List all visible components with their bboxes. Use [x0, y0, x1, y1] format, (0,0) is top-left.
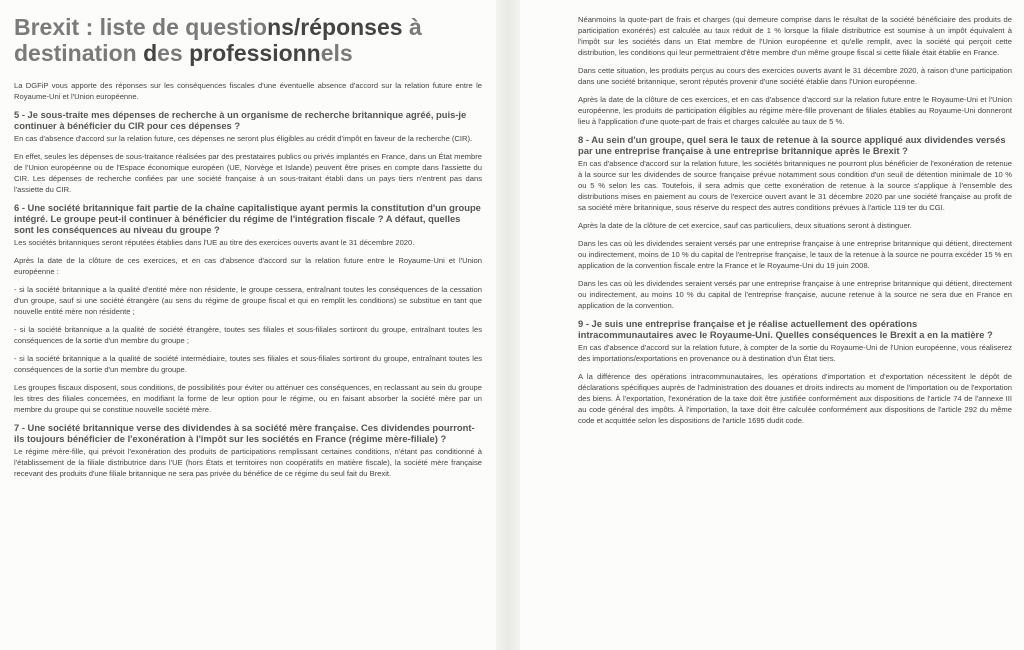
page-gutter	[496, 0, 520, 650]
question-heading: 8 - Au sein d'un groupe, quel sera le taux de retenue à la source appliqué aux dividendes versés par une entreprise française à une entreprise britannique après le Brexit ?	[578, 134, 1006, 156]
paragraph: En effet, seules les dépenses de sous-traitance réalisées par des prestataires publics ou privés implantés en France, dans un État membre de l'Union européenne ou de l'Espace économique européen (UE, Norvège et Islande) peuvent être prises en compte dans l'assiette du CIR. Les dépenses de recherche confiées par une société française à un sous-traitant établi dans un pays tiers n'entrent pas dans l'assiette du CIR.	[14, 152, 482, 194]
left-page-content	[14, 80, 482, 479]
paragraph: En cas d'absence d'accord sur la relation future, à compter de la sortie du Royaume-Uni de l'Union européenne, vous réaliserez des importations/exportations en provenance ou à destination d'un État tiers.	[578, 343, 1012, 363]
title-segment: destination	[14, 40, 144, 66]
title-segment: ns/réponses	[267, 14, 403, 40]
paragraph: Dans les cas où les dividendes seraient versés par une entreprise française à une entreprise britannique qui détient, directement ou indirectement, moins de 10 % du capital de l'entreprise française, le taux de la retenue à la source ne pourra excéder 15 % en application de la convention fiscale entre la France et le Royaume-Uni du 19 juin 2008.	[578, 239, 1012, 270]
paragraph: Dans les cas où les dividendes seraient versés par une entreprise française à une entreprise britannique qui détient, directement ou indirectement, au moins 10 % du capital de l'entreprise française, aucune retenue à la source ne sera due en France en application de la convention.	[578, 279, 1012, 310]
document-title	[14, 14, 482, 66]
question-heading: 6 - Une société britannique fait partie de la chaîne capitalistique ayant permis la constitution d'un groupe intégré. Le groupe peut-il continuer à bénéficier du régime de l'intégration fiscale ? A défaut, quelles sont les conséquences au niveau du groupe ?	[14, 202, 481, 235]
left-page	[0, 0, 496, 650]
paragraph: En cas d'absence d'accord sur la relation future, les sociétés britanniques ne pourront plus bénéficier de l'exonération de retenue à la source sur les dividendes de source française prévue notamment sous condition d'un seuil de détention minimale de 10 % ou 5 % selon les cas. Toutefois, il sera admis que cette exonération de retenue à la source s'applique à l'ensemble des distributions mises en paiement au cours de l'exercice ouvert avant le 31 décembre 2020 par une société française au profit de sa société mère britannique, sous réserve du respect des autres conditions prévues à l'article 119 ter du CGI.	[578, 159, 1012, 212]
title-segment: els	[320, 40, 353, 66]
title-segment: d	[143, 40, 158, 66]
question-heading: 9 - Je suis une entreprise française et je réalise actuellement des opérations intracommunautaires avec le Royaume-Uni. Quelles conséquences le Brexit a en la matière ?	[578, 318, 993, 340]
title-segment: à	[402, 14, 422, 40]
paragraph: La DGFiP vous apporte des réponses sur les conséquences fiscales d'une éventuelle absence d'accord sur la relation future entre le Royaume-Uni et l'Union européenne.	[14, 81, 482, 101]
paragraph: En cas d'absence d'accord sur la relation future, ces dépenses ne seront plus éligibles au crédit d'impôt en faveur de la recherche (CIR).	[14, 134, 473, 143]
right-page	[520, 0, 1024, 650]
paragraph: - si la société britannique a la qualité de société intermédiaire, toutes ses filiales et sous-filiales sortiront du groupe, entraînant toutes les conséquences de la sortie d'un membre du groupe.	[14, 354, 482, 374]
paragraph: Après la date de la clôture de cet exercice, sauf cas particuliers, deux situations seront à distinguer.	[578, 221, 912, 230]
paragraph: Après la date de la clôture de ces exercices, et en cas d'absence d'accord sur la relation future entre le Royaume-Uni et l'Union européenne :	[14, 256, 482, 276]
question-heading: 5 - Je sous-traite mes dépenses de recherche à un organisme de recherche britannique agréé, puis-je continuer à bénéficier du CIR pour ces dépenses ?	[14, 109, 467, 131]
paragraph: Après la date de la clôture de ces exercices, et en cas d'absence d'accord sur la relation future entre le Royaume-Uni et l'Union européenne, les produits de participation éligibles au régime mère-fille provenant de filiales établies au Royaume-Uni donneront lieu à l'application d'une quote-part de frais et charges calculée au taux de 5 %.	[578, 95, 1012, 126]
paragraph: Les groupes fiscaux disposent, sous conditions, de possibilités pour éviter ou atténuer ces conséquences, en reclassant au sein du groupe les titres des filiales concernées, en modifiant la forme de leur option pour le régime, ou en faisant absorber la société mère par un membre du groupe qui se constitue nouvelle société mère.	[14, 383, 482, 414]
paragraph: Les sociétés britanniques seront réputées établies dans l'UE au titre des exercices ouverts avant le 31 décembre 2020.	[14, 238, 415, 247]
title-segment: Brexit : liste de questio	[14, 14, 268, 40]
paragraph: Néanmoins la quote-part de frais et charges (qui demeure comprise dans le résultat de la société bénéficiaire des produits de participation exonérés) est calculée au taux réduit de 1 % lorsque la filiale distributrice est soumise à un impôt équivalent à l'impôt sur les sociétés dans un Etat membre de l'Union européenne et qu'elle remplit, avec la société qui perçoit cette distribution, les conditions qui leur permettraient d'être membre d'un même groupe fiscal si cette filiale était établie en France.	[578, 15, 1012, 57]
question-heading: 7 - Une société britannique verse des dividendes à sa société mère française. Ces dividendes pourront-ils toujours bénéficier de l'exonération à l'impôt sur les sociétés en France (régime mère-filiale) ?	[14, 422, 475, 444]
paragraph: Le régime mère-fille, qui prévoit l'exonération des produits de participations remplissant certaines conditions, n'étant pas conditionné à l'établissement de la filiale distributrice dans l'UE (hors États et territoires non coopératifs en matière fiscale), la société mère française recevant des produits d'une filiale britannique ne sera pas privée du bénéfice de ce régime du seul fait du Brexit.	[14, 447, 482, 478]
paragraph: Dans cette situation, les produits perçus au cours des exercices ouverts avant le 31 décembre 2020, à raison d'une participation dans une société britannique, seront réputés provenir d'une société établie dans l'Union européenne.	[578, 66, 1012, 86]
title-segment: professionn	[189, 40, 321, 66]
paragraph: A la différence des opérations intracommunautaires, les opérations d'importation et d'exportation nécessitent le dépôt de déclarations spécifiques auprès de l'administration des douanes et droits indirects au moment de l'importation ou de l'exportation des biens. À l'exportation, l'exonération de la taxe doit être justifiée conformément aux dispositions de l'article 74 de l'annexe III au code général des impôts. À l'importation, la taxe doit être calculée conformément aux dispositions de l'article 292 du même code et acquittée selon les dispositions de l'article 1695 dudit code.	[578, 372, 1012, 425]
right-page-content	[578, 14, 1012, 426]
title-segment: es	[157, 40, 190, 66]
paragraph: - si la société britannique a la qualité d'entité mère non résidente, le groupe cessera, entraînant toutes les conséquences de la cessation d'un groupe, sauf si une société étrangère (au sens du régime de groupe fiscal et qui en remplit les conditions) se substitue en tant que nouvelle entité mère non résidente ;	[14, 285, 482, 316]
paragraph: - si la société britannique a la qualité de société étrangère, toutes ses filiales et sous-filiales sortiront du groupe, entraînant toutes les conséquences de la sortie d'un membre du groupe ;	[14, 325, 482, 345]
